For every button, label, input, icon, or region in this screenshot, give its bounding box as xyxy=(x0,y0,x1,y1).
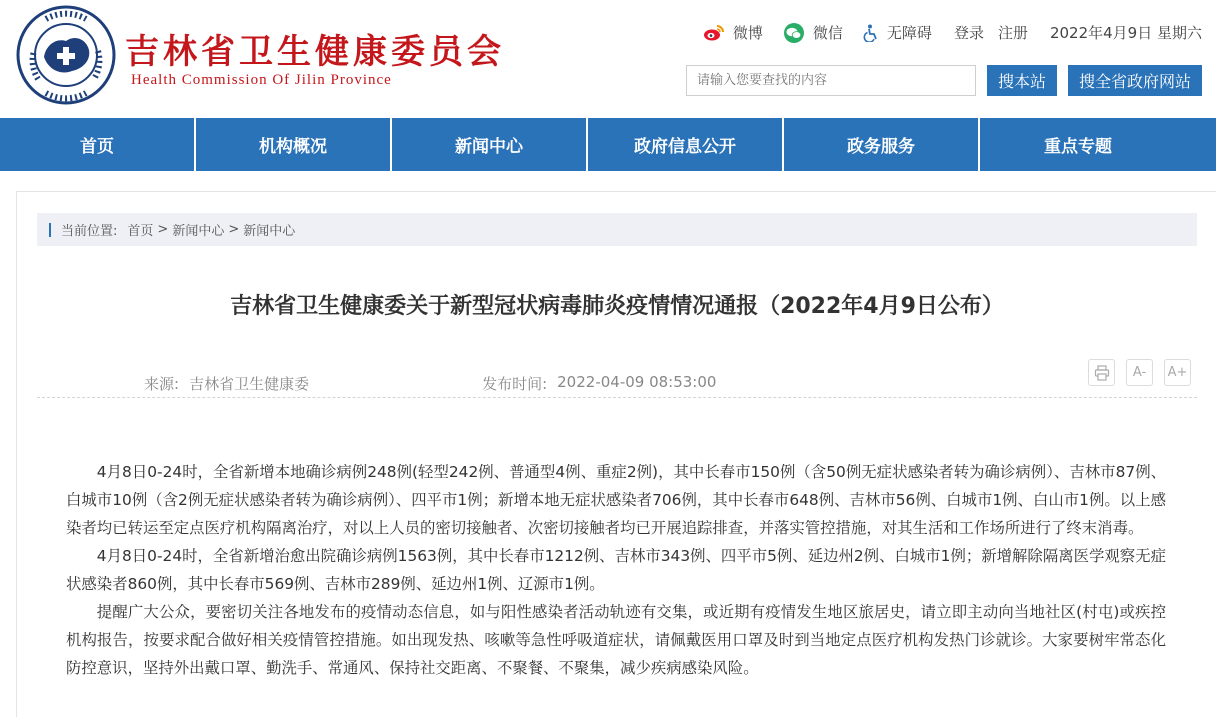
nav-key-topics[interactable]: 重点专题 xyxy=(1044,137,1112,157)
site-title[interactable]: 吉林省卫生健康委员会 xyxy=(125,32,505,72)
article-paragraph: 提醒广大公众，要密切关注各地发布的疫情动态信息，如与阳性感染者活动轨迹有交集，或近期有疫情发生地区旅居史，请立即主动向当地社区(村屯)或疾控机构报告，按要求配合做好相关疫情管控措施。如出现发热、咳嗽等急性呼吸道症状，请佩戴医用口罩及时到当地定点医疗机构发热门诊就诊。大家要树牢常态化防控意识，坚持外出戴口罩、勤洗手、常通风、保持社交距离、不聚餐、不聚集，减少疾病感染风险。 xyxy=(66,603,1166,677)
breadcrumb-separator: > xyxy=(228,222,240,237)
breadcrumb-home[interactable]: 首页 xyxy=(127,224,154,239)
weibo-label: 微博 xyxy=(732,24,763,42)
search-input[interactable] xyxy=(686,65,976,96)
nav-gov-services[interactable]: 政务服务 xyxy=(784,118,980,171)
publish-time-label: 发布时间: xyxy=(482,375,548,393)
font-larger-button[interactable]: A+ xyxy=(1164,359,1191,386)
breadcrumb-news-center-current[interactable]: 新闻中心 xyxy=(243,224,296,239)
weixin-label: 微信 xyxy=(812,24,843,42)
breadcrumb-marker xyxy=(49,223,51,237)
breadcrumb-news-center[interactable]: 新闻中心 xyxy=(172,224,225,239)
search-bar xyxy=(686,65,1202,96)
current-date: 2022年4月9日 星期六 xyxy=(1049,24,1202,42)
main-nav xyxy=(0,118,1216,171)
article-body xyxy=(66,458,1166,682)
breadcrumb-prefix: 当前位置: xyxy=(61,224,118,239)
print-button[interactable] xyxy=(1088,359,1115,386)
accessibility-icon xyxy=(863,24,879,42)
search-site-button[interactable]: 搜本站 xyxy=(987,65,1057,96)
source-label: 来源: xyxy=(144,375,180,393)
article-title: 吉林省卫生健康委关于新型冠状病毒肺炎疫情情况通报（2022年4月9日公布） xyxy=(230,294,1004,319)
nav-organization[interactable]: 机构概况 xyxy=(196,118,392,171)
article-paragraph: 4月8日0-24时，全省新增治愈出院确诊病例1563例，其中长春市1212例、吉林市343例、四平市5例、延边州2例、白城市1例；新增解除隔离医学观察无症状感染者860例，其中长春市569例、吉林市289例、延边州1例、辽源市1例。 xyxy=(66,547,1166,593)
publish-time-value: 2022-04-09 08:53:00 xyxy=(557,373,717,391)
register-link[interactable]: 注册 xyxy=(997,24,1028,42)
article-tools xyxy=(1088,359,1191,386)
accessibility-link[interactable] xyxy=(863,22,932,43)
login-link[interactable]: 登录 xyxy=(953,24,984,42)
article-meta xyxy=(144,373,716,394)
weixin-link[interactable] xyxy=(783,22,843,43)
weibo-icon xyxy=(703,24,725,42)
article-paragraph: 4月8日0-24时，全省新增本地确诊病例248例(轻型242例、普通型4例、重症2例)，其中长春市150例（含50例无症状感染者转为确诊病例）、吉林市87例、白城市10例（含2例无症状感染者转为确诊病例）、四平市1例；新增本地无症状感染者706例，其中长春市648例、吉林市56例、白城市1例、白山市1例。以上感染者均已转运至定点医疗机构隔离治疗，对以上人员的密切接触者、次密切接触者均已开展追踪排查，并落实管控措施，对其生活和工作场所进行了终末消毒。 xyxy=(66,463,1167,537)
breadcrumb xyxy=(37,213,1197,246)
top-links xyxy=(703,22,1202,43)
printer-icon xyxy=(1094,365,1110,381)
wechat-icon xyxy=(783,23,805,43)
breadcrumb-separator: > xyxy=(157,222,169,237)
search-province-button[interactable]: 搜全省政府网站 xyxy=(1068,65,1202,96)
nav-gov-info[interactable]: 政府信息公开 xyxy=(588,118,784,171)
nav-news-center[interactable]: 新闻中心 xyxy=(392,118,588,171)
site-subtitle: Health Commission Of Jilin Province xyxy=(131,72,392,88)
source-value: 吉林省卫生健康委 xyxy=(189,375,310,393)
meta-divider xyxy=(37,397,1197,398)
font-smaller-button[interactable]: A- xyxy=(1126,359,1153,386)
jilin-health-emblem-icon[interactable] xyxy=(16,5,116,105)
accessibility-label: 无障碍 xyxy=(886,24,932,42)
nav-home[interactable]: 首页 xyxy=(0,118,196,171)
weibo-link[interactable] xyxy=(703,22,763,43)
site-header xyxy=(0,0,1216,118)
